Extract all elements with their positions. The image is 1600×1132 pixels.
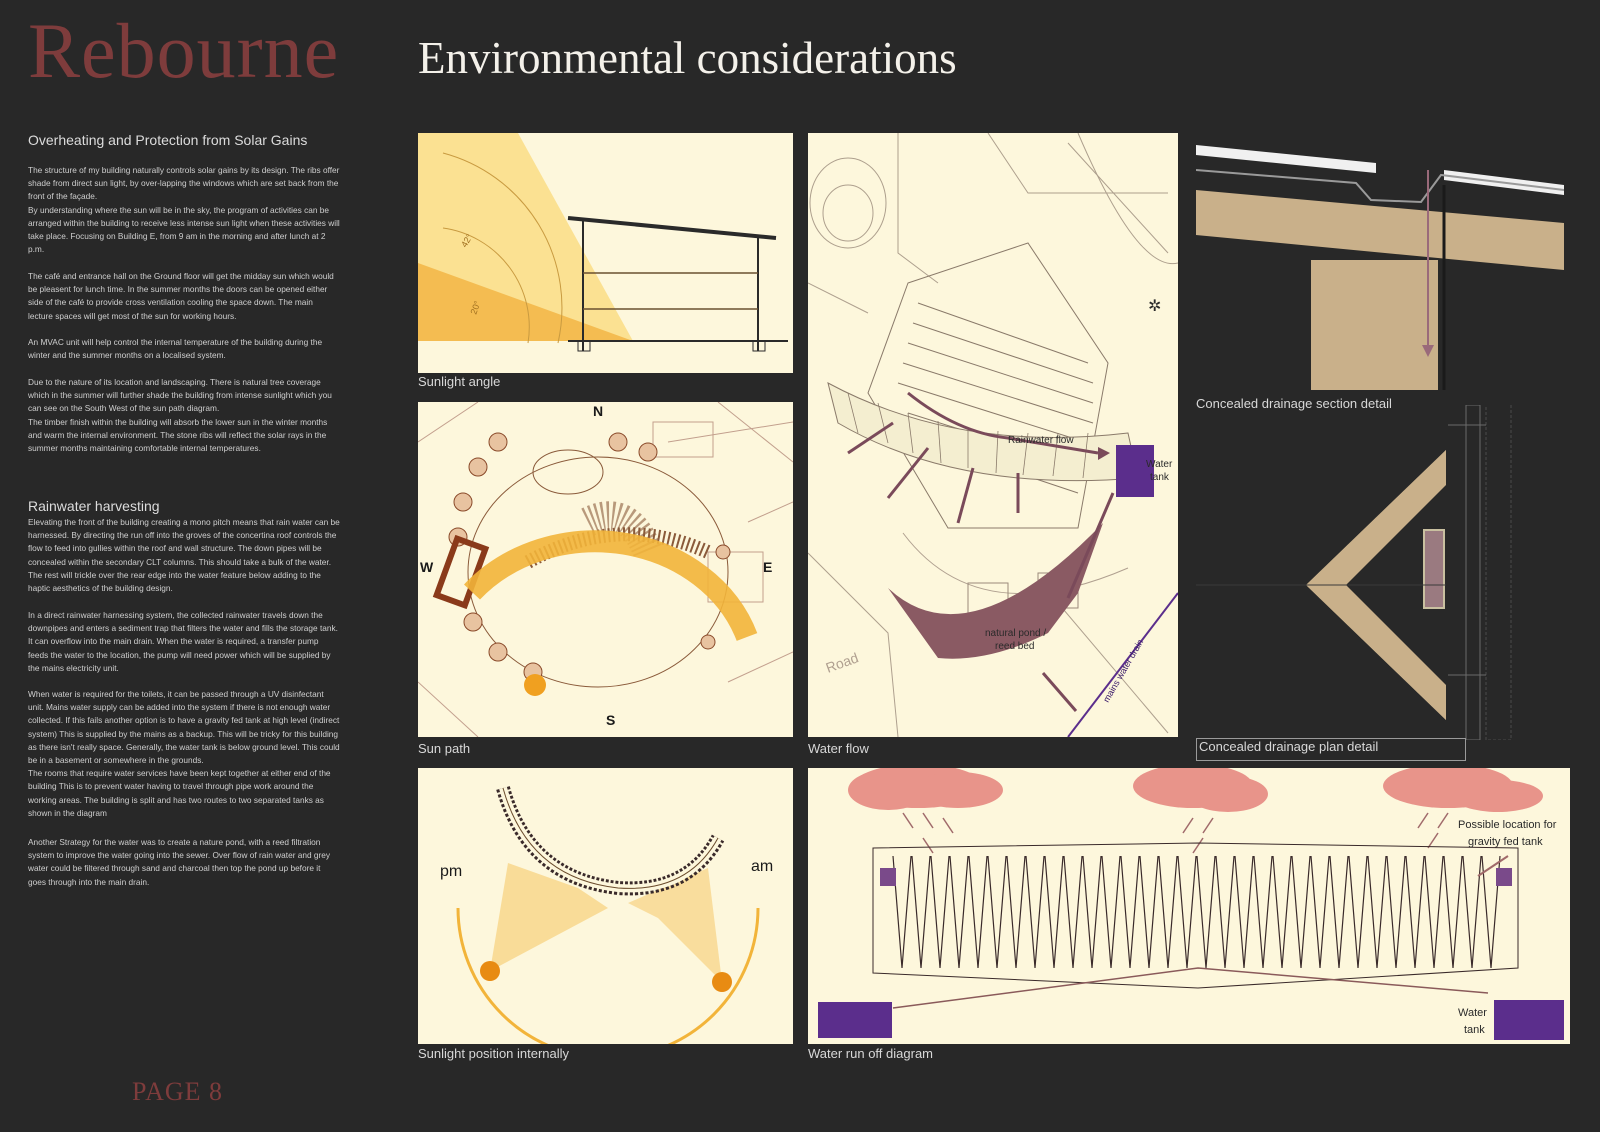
rain-heading: Rainwater harvesting xyxy=(28,498,160,514)
roof-rib xyxy=(1102,856,1120,968)
north-star-icon: ✲ xyxy=(1148,298,1162,315)
caption-water-flow: Water flow xyxy=(808,741,869,756)
roof-rib xyxy=(1178,856,1196,968)
drainage-plan-diagram xyxy=(1196,405,1564,740)
angle-20-label: 20° xyxy=(468,299,483,316)
runoff-tank-label-2: tank xyxy=(1464,1024,1485,1036)
caption-drainage-section: Concealed drainage section detail xyxy=(1196,396,1392,411)
roof-rib xyxy=(1026,856,1044,968)
roof-rib xyxy=(1007,856,1025,968)
water-runoff-diagram xyxy=(808,768,1570,1044)
roof-rib xyxy=(1349,856,1367,968)
roof-rib xyxy=(1235,856,1253,968)
roof-rib xyxy=(969,856,987,968)
roof-rib xyxy=(912,856,930,968)
solar-paragraph-2: The café and entrance hall on the Ground floor will get the midday sun which would be pleasent for lunch time. In the summer months the doors can be opened either side of the café to provide cross ventilation cooling the space down. The main lecture spaces will get most of the sun for working hours. xyxy=(28,271,334,321)
rainwater-flow-label: Rainwater flow xyxy=(1008,435,1074,446)
road-label: Road xyxy=(823,649,861,676)
drainage-section-diagram xyxy=(1196,145,1564,390)
caption-sunlight-internal: Sunlight position internally xyxy=(418,1046,570,1061)
roof-rib xyxy=(1254,856,1272,968)
roof-rib xyxy=(988,856,1006,968)
roof-rib xyxy=(1387,856,1405,968)
roof-rib xyxy=(1292,856,1310,968)
rain-paragraph-1: Elevating the front of the building creating a mono pitch means that rain water can be harnessed. By directing the run off into the groves of the concertina roof controls the flow to feed into gullies within the roof and wall structure. The down pipes will be concealed within the secondary CLT columns. This should take a bulk of the water. The rest will trickle over the rear edge into the water feature below adding to the haptic aesthetics of the building design. xyxy=(28,517,340,594)
mains-drain-label: mains water drain xyxy=(1101,637,1146,704)
roof-rib xyxy=(1197,856,1215,968)
page-title: Environmental considerations xyxy=(418,33,957,83)
gravity-tank-label-1: Possible location for xyxy=(1458,819,1557,831)
solar-heading: Overheating and Protection from Solar Gains xyxy=(28,132,308,148)
sunlight-internal-diagram xyxy=(418,768,793,1044)
cloud-icons xyxy=(848,768,1543,812)
roof-rib xyxy=(1311,856,1329,968)
pond-label-1: natural pond / xyxy=(985,628,1047,639)
rain-paragraph-4: Another Strategy for the water was to create a nature pond, with a reed filtration system to improve the water going into the sewer. Over flow of rain water and grey water could be filtered through sand and charcoal then top the pond up before it goes through into the main drain. xyxy=(28,837,331,887)
roof-rib xyxy=(1368,856,1386,968)
solar-paragraph-3: An MVAC unit will help control the internal temperature of the building during the winter and the summer months on a localised system. xyxy=(28,337,323,361)
roof-rib xyxy=(1216,856,1234,968)
solar-paragraph-4: Due to the nature of its location and landscaping. There is natural tree coverage which in the summer will further shade the building from intense sunlight which you can see on the South West of the sun path diagram. The timber finish within the building will absorb the lower sun in the winter months and warm the internal environment. The stone ribs will reflect the solar rays in the summer months maintaining comfortable internal temperatures. xyxy=(28,377,332,454)
roof-rib xyxy=(1083,856,1101,968)
water-tank-label-2: tank xyxy=(1150,472,1169,483)
roof-rib xyxy=(1045,856,1063,968)
caption-sun-path: Sun path xyxy=(418,741,471,756)
angle-42-label: 42° xyxy=(459,232,475,249)
compass-s: S xyxy=(606,712,616,728)
compass-w: W xyxy=(420,559,434,575)
brand-title: Rebourne xyxy=(28,7,340,94)
roof-rib xyxy=(1140,856,1158,968)
runoff-tank-label-1: Water xyxy=(1458,1007,1487,1019)
compass-n: N xyxy=(593,403,604,419)
rain-paragraph-2: In a direct rainwater harnessing system, the collected rainwater travels down the downpipes and enters a sediment trap that filters the water and fills the storage tank. It can overflow into the main drain. When the water is required, a transfer pump feeds the water to the location, the pump will need power which will be supplied by the mains electricity unit. xyxy=(28,610,338,673)
roof-rib xyxy=(1121,856,1139,968)
compass-e: E xyxy=(763,559,773,575)
roof-rib xyxy=(1330,856,1348,968)
roof-rib xyxy=(1273,856,1291,968)
roof-rib xyxy=(1444,856,1462,968)
page-number: PAGE 8 xyxy=(132,1077,224,1106)
roof-rib xyxy=(1463,856,1481,968)
roof-rib xyxy=(931,856,949,968)
water-tank-label-1: Water xyxy=(1146,459,1173,470)
roof-rib xyxy=(1064,856,1082,968)
pond-label-2: reed bed xyxy=(995,641,1035,652)
rain-paragraph-3: When water is required for the toilets, it can be passed through a UV disinfectant unit. Mains water supply can be added into the system if there is not enough water collected. If this fails another option is to have a gravity fed tank at high level (indirect system) This is supplied by the mains as a backup. This will be tricky for this building as there isn't really space. Generally, the water tank is below ground level. This could be in a basement or somewhere in the grounds. The rooms that require water services have been kept together at either end of the building This is to prevent water having to travel through pipe work around the working areas. The building is split and has two routes to two separated tanks as shown in the diagram xyxy=(28,689,340,818)
roof-rib xyxy=(1159,856,1177,968)
roof-rib xyxy=(1425,856,1443,968)
water-flow-diagram xyxy=(808,133,1178,737)
roof-rib xyxy=(1406,856,1424,968)
pm-label: pm xyxy=(440,863,463,880)
sunlight-angle-diagram xyxy=(418,133,793,373)
caption-sunlight-angle: Sunlight angle xyxy=(418,374,501,389)
roof-rib xyxy=(950,856,968,968)
sun-path-diagram xyxy=(418,402,793,737)
caption-drainage-plan: Concealed drainage plan detail xyxy=(1196,738,1466,761)
am-label: am xyxy=(751,858,774,875)
caption-water-runoff: Water run off diagram xyxy=(808,1046,933,1061)
gravity-tank-label-2: gravity fed tank xyxy=(1468,836,1543,848)
solar-paragraph-1: The structure of my building naturally controls solar gains by its design. The ribs offer shade from direct sun light, by over-lapping the windows which are set back from the front of the façade. By understanding where the sun will be in the sky, the program of activities can be arranged within the building to receive less intense sun light when these activities will take place. Focusing on Building E, from 9 am in the morning and after lunch at 2 p.m. xyxy=(28,165,340,255)
